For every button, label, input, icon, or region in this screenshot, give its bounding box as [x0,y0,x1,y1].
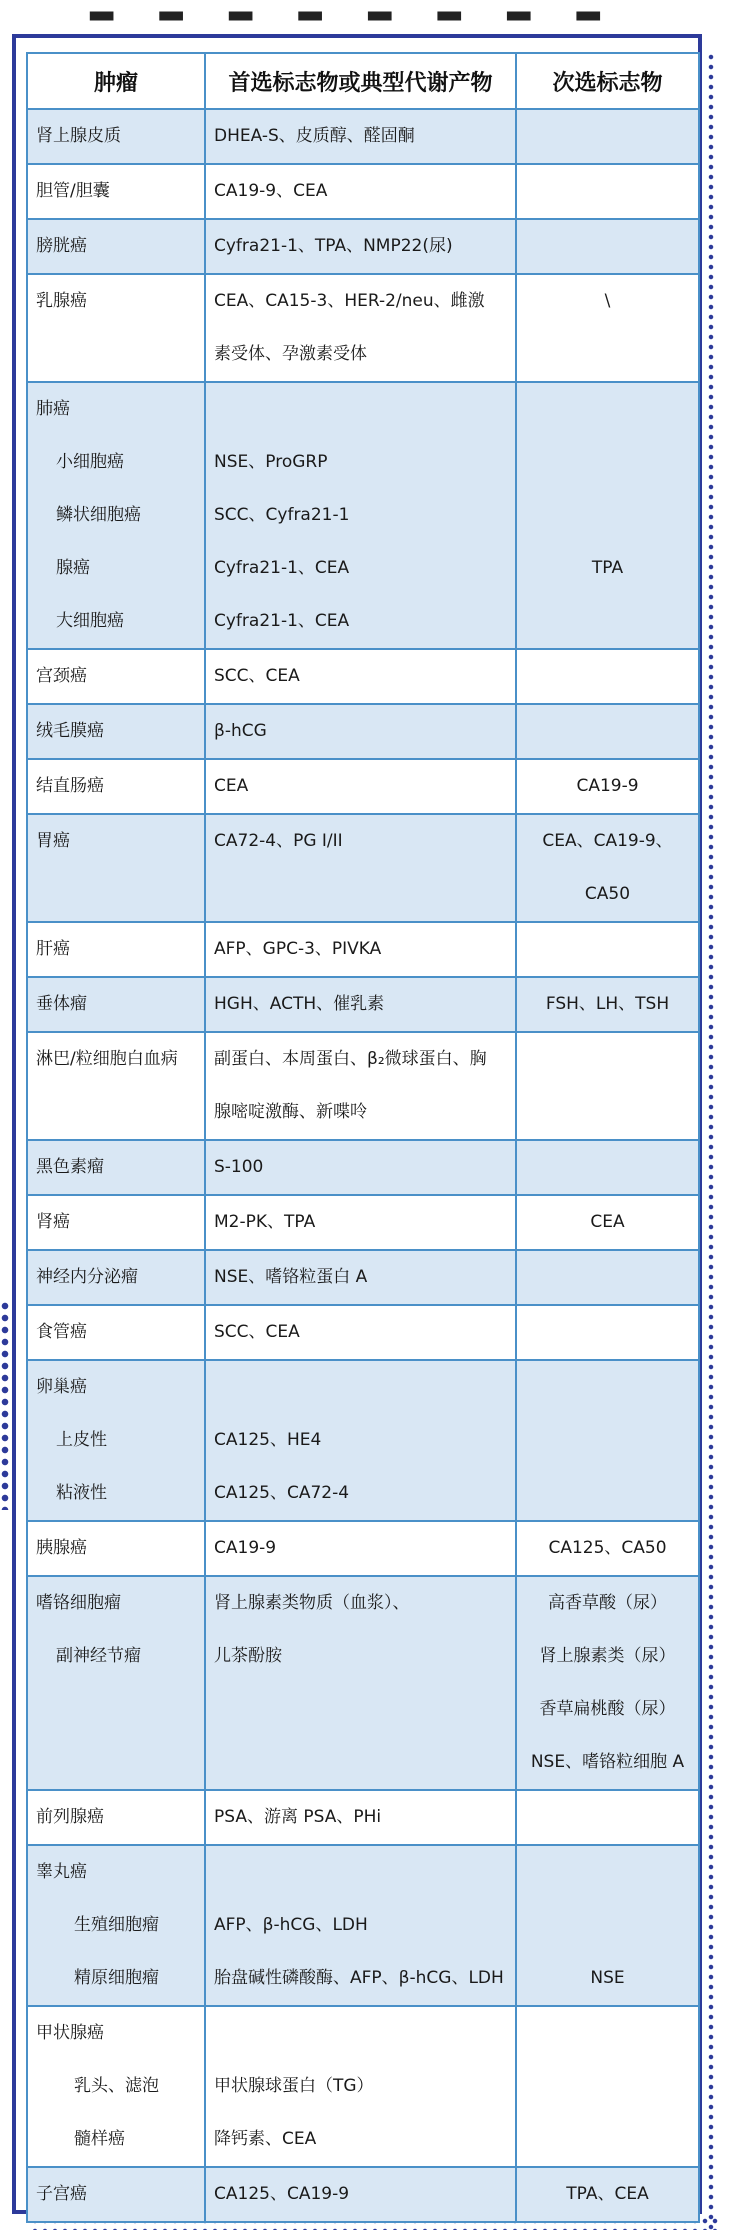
cell-line: 腺癌 [56,558,90,578]
tumor-cell [27,1195,205,1250]
cell-line: CA125、CA19-9 [214,2184,350,2204]
table-row [27,1032,699,1140]
primary-marker-cell [205,1032,516,1140]
cell-line: 宫颈癌 [36,666,87,686]
cell-line: CA19-9、CEA [214,181,328,201]
table-row [27,2006,699,2167]
cell-line: S-100 [214,1157,264,1177]
cell-line: 淋巴/粒细胞白血病 [36,1049,178,1069]
tumor-cell [27,1576,205,1790]
tumor-cell [27,1360,205,1521]
primary-marker-cell [205,274,516,382]
cell-line: 结直肠癌 [36,776,104,796]
tumor-cell [27,2006,205,2167]
primary-marker-cell [205,109,516,164]
primary-marker-cell [205,2006,516,2167]
cell-line: NSE、嗜铬粒蛋白 A [214,1267,368,1287]
table-row [27,1250,699,1305]
primary-marker-cell [205,1845,516,2006]
left-dot-decoration [0,1300,10,1510]
cell-line: NSE [590,1968,625,1988]
secondary-marker-cell [516,814,699,922]
cell-line: 胰腺癌 [36,1538,87,1558]
cell-line: 神经内分泌瘤 [36,1267,138,1287]
cell-line: CEA、CA19-9、 [542,831,673,851]
cell-line [521,1251,694,1304]
cell-line [521,1086,694,1139]
cell-line: 小细胞癌 [56,452,124,472]
cropped-title: ▂ ▂ ▂ ▂ ▂ ▂ ▂ ▂ [90,0,618,21]
secondary-marker-cell [516,274,699,382]
cell-line: NSE、嗜铬粒细胞 A [530,1752,685,1772]
primary-marker-cell [205,1576,516,1790]
table-row [27,814,699,922]
secondary-marker-cell [516,1140,699,1195]
cell-line [521,383,694,436]
cell-line [36,1086,196,1139]
cell-line [521,1306,694,1359]
cell-line: 肾上腺素类（尿） [539,1646,676,1666]
tumor-cell [27,704,205,759]
cell-line: 乳腺癌 [36,291,87,311]
cell-line: 腺嘧啶激酶、新喋呤 [214,1102,367,1122]
cell-line: 肾癌 [36,1212,70,1232]
cell-line: PSA、游离 PSA、PHi [214,1807,382,1827]
secondary-marker-cell [516,649,699,704]
cell-line: CA125、HE4 [214,1430,322,1450]
tumor-cell [27,1521,205,1576]
secondary-marker-cell [516,1250,699,1305]
cell-line: 膀胱癌 [36,236,87,256]
cell-line: 嗜铬细胞瘤 [36,1593,121,1613]
cell-line [214,2007,507,2060]
cell-line: 肝癌 [36,939,70,959]
table-row [27,1360,699,1521]
table-row [27,164,699,219]
secondary-marker-cell [516,922,699,977]
secondary-marker-cell [516,1195,699,1250]
header-secondary-marker: 次选标志物 [516,53,699,109]
cell-line [521,1467,694,1520]
cell-line: CA50 [584,884,631,904]
cell-line: 甲状腺癌 [36,2023,104,2043]
cell-line: 睾丸癌 [36,1862,87,1882]
cell-line: DHEA-S、皮质醇、醛固酮 [214,126,415,146]
tumor-cell [27,164,205,219]
table-row [27,1576,699,1790]
primary-marker-cell [205,1195,516,1250]
table-row [27,1521,699,1576]
cell-line [521,220,694,273]
secondary-marker-cell [516,977,699,1032]
primary-marker-cell [205,1521,516,1576]
cell-line [36,328,196,381]
cell-line: NSE、ProGRP [214,452,328,472]
table-row [27,2167,699,2222]
cell-line [521,1791,694,1844]
cell-line: 高香草酸（尿） [548,1593,667,1613]
cell-line: 儿茶酚胺 [214,1646,282,1666]
cell-line [521,595,694,648]
table-row [27,704,699,759]
primary-marker-cell [205,814,516,922]
cell-line: SCC、Cyfra21-1 [214,505,350,525]
cell-line: CEA、CA15-3、HER-2/neu、雌激 [214,291,485,311]
cell-line: CA125、CA50 [548,1538,667,1558]
cell-line [521,489,694,542]
cell-line [214,383,507,436]
cell-line: β-hCG [214,721,267,741]
cell-line: \ [604,291,611,311]
cell-line [214,868,507,921]
secondary-marker-cell [516,759,699,814]
cell-line [521,110,694,163]
cell-line [521,1899,694,1952]
primary-marker-cell [205,922,516,977]
cell-line [36,1736,196,1789]
cell-line: 前列腺癌 [36,1807,104,1827]
header-row [27,53,699,109]
cell-line: Cyfra21-1、CEA [214,558,350,578]
cell-line: 绒毛膜癌 [36,721,104,741]
cell-line: Cyfra21-1、TPA、NMP22(尿) [214,236,453,256]
primary-marker-cell [205,164,516,219]
tumor-cell [27,649,205,704]
cell-line [214,1361,507,1414]
secondary-marker-cell [516,2167,699,2222]
cell-line: AFP、β-hCG、LDH [214,1915,368,1935]
cell-line: TPA、CEA [566,2184,649,2204]
secondary-marker-cell [516,382,699,649]
secondary-marker-cell [516,1521,699,1576]
cell-line [521,165,694,218]
cell-line: HGH、ACTH、催乳素 [214,994,385,1014]
cell-line [36,1683,196,1736]
table-row [27,109,699,164]
tumor-cell [27,1032,205,1140]
secondary-marker-cell [516,1576,699,1790]
tumor-cell [27,759,205,814]
tumor-cell [27,1250,205,1305]
cell-line: CA19-9 [576,776,639,796]
cell-line: 素受体、孕激素受体 [214,344,367,364]
cell-line: 副蛋白、本周蛋白、β₂微球蛋白、胸 [214,1049,487,1069]
secondary-marker-cell [516,1360,699,1521]
cell-line: CA19-9 [214,1538,277,1558]
secondary-marker-cell [516,164,699,219]
cell-line: CA72-4、PG I/II [214,831,343,851]
cell-line [521,1141,694,1194]
primary-marker-cell [205,1140,516,1195]
cell-line [36,868,196,921]
secondary-marker-cell [516,704,699,759]
cell-line: 髓样癌 [74,2129,125,2149]
secondary-marker-cell [516,109,699,164]
cell-line: CEA [214,776,249,796]
cell-line: 卵巢癌 [36,1377,87,1397]
cell-line [521,1414,694,1467]
cell-line: M2-PK、TPA [214,1212,316,1232]
cell-line: CA125、CA72-4 [214,1483,350,1503]
cell-line: 香草扁桃酸（尿） [539,1699,676,1719]
cell-line [521,1361,694,1414]
table-body [27,109,699,2222]
cell-line [214,1683,507,1736]
cell-line: 黑色素瘤 [36,1157,104,1177]
cell-line: 鳞状细胞癌 [56,505,141,525]
primary-marker-cell [205,2167,516,2222]
secondary-marker-cell [516,219,699,274]
table-row [27,1140,699,1195]
tumor-cell [27,382,205,649]
cell-line: FSH、LH、TSH [545,994,670,1014]
cell-line: AFP、GPC-3、PIVKA [214,939,382,959]
cell-line [214,1846,507,1899]
cell-line [521,705,694,758]
cell-line: 肾上腺素类物质（血浆）、 [214,1593,410,1613]
cell-line: Cyfra21-1、CEA [214,611,350,631]
header-primary-marker: 首选标志物或典型代谢产物 [205,53,516,109]
right-dot-border [706,52,716,2232]
cell-line: 上皮性 [56,1430,107,1450]
tumor-cell [27,274,205,382]
cell-line [521,436,694,489]
cell-line: SCC、CEA [214,1322,300,1342]
cell-line [521,2007,694,2060]
primary-marker-cell [205,1305,516,1360]
header-tumor: 肿瘤 [27,53,205,109]
secondary-marker-cell [516,2006,699,2167]
table-row [27,274,699,382]
tumor-cell [27,922,205,977]
cell-line: 食管癌 [36,1322,87,1342]
primary-marker-cell [205,649,516,704]
tumor-cell [27,1790,205,1845]
secondary-marker-cell [516,1790,699,1845]
secondary-marker-cell [516,1032,699,1140]
table-row [27,977,699,1032]
table-row [27,1845,699,2006]
tumor-cell [27,109,205,164]
tumor-cell [27,1140,205,1195]
cell-line: 降钙素、CEA [214,2129,317,2149]
primary-marker-cell [205,977,516,1032]
cell-line: 胆管/胆囊 [36,181,110,201]
table-row [27,1195,699,1250]
cell-line: 肾上腺皮质 [36,126,121,146]
table-row [27,759,699,814]
tumor-cell [27,977,205,1032]
primary-marker-cell [205,759,516,814]
top-title-strip [0,0,736,22]
cell-line: 大细胞癌 [56,611,124,631]
cell-line: CEA [590,1212,625,1232]
cell-line: 子宫癌 [36,2184,87,2204]
tumor-cell [27,1845,205,2006]
cell-line: 生殖细胞瘤 [74,1915,159,1935]
primary-marker-cell [205,1360,516,1521]
table-row [27,1790,699,1845]
table-row [27,1305,699,1360]
tumor-cell [27,1305,205,1360]
cell-line: 乳头、滤泡 [74,2076,159,2096]
secondary-marker-cell [516,1305,699,1360]
primary-marker-cell [205,382,516,649]
cell-line [521,923,694,976]
cell-line [521,2060,694,2113]
cell-line: 垂体瘤 [36,994,87,1014]
table-row [27,382,699,649]
tumor-marker-table [26,52,700,2223]
primary-marker-cell [205,219,516,274]
primary-marker-cell [205,1250,516,1305]
cell-line [521,650,694,703]
secondary-marker-cell [516,1845,699,2006]
cell-line [521,1033,694,1086]
cell-line [214,1736,507,1789]
cell-line [521,2113,694,2166]
cell-line: 精原细胞瘤 [74,1968,159,1988]
primary-marker-cell [205,704,516,759]
cell-line: 胎盘碱性磷酸酶、AFP、β-hCG、LDH [214,1968,504,1988]
table-row [27,922,699,977]
tumor-cell [27,2167,205,2222]
cell-line: 粘液性 [56,1483,107,1503]
cell-line [521,1846,694,1899]
tumor-cell [27,814,205,922]
cell-line: 甲状腺球蛋白（TG） [214,2076,374,2096]
cell-line: SCC、CEA [214,666,300,686]
cell-line: TPA [591,558,624,578]
table-row [27,219,699,274]
table-row [27,649,699,704]
primary-marker-cell [205,1790,516,1845]
tumor-cell [27,219,205,274]
cell-line: 副神经节瘤 [56,1646,141,1666]
cell-line: 肺癌 [36,399,70,419]
cell-line [521,328,694,381]
cell-line: 胃癌 [36,831,70,851]
